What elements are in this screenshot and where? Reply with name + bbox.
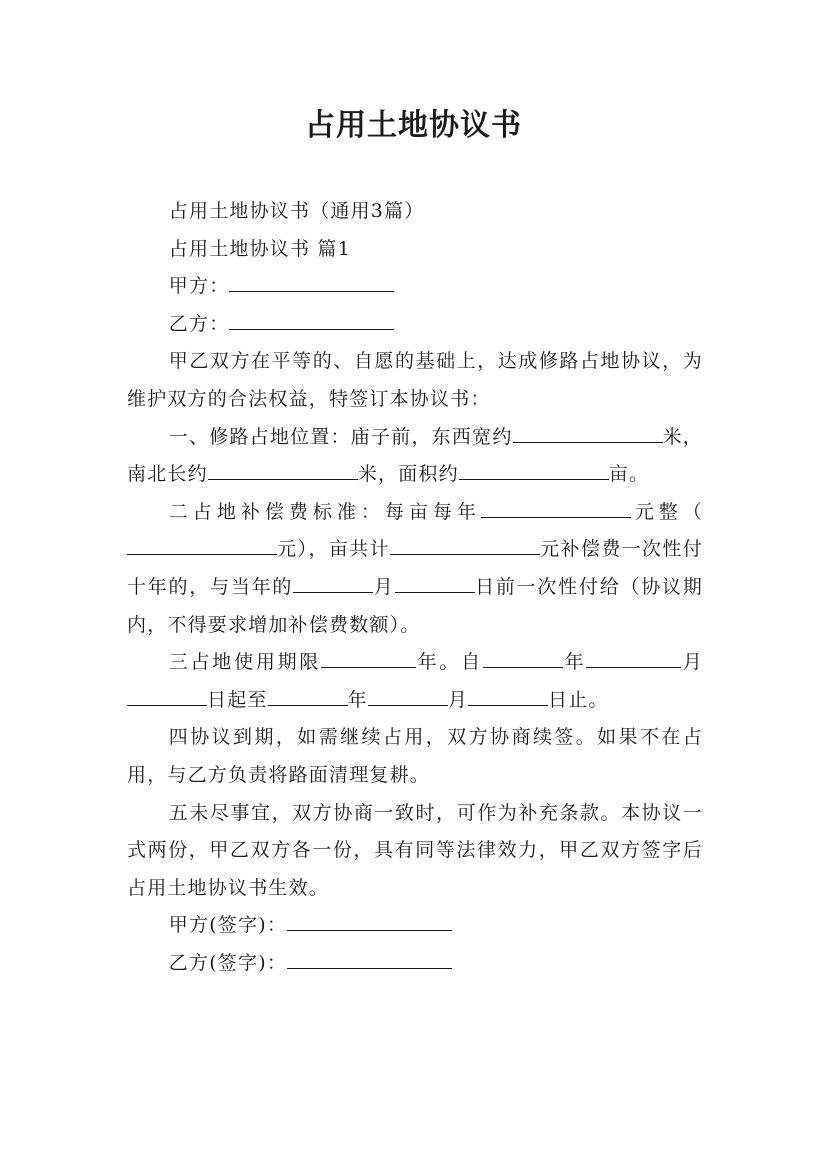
start-year-blank [483,647,563,668]
clause-3-text-a: 三占地使用期限 [168,651,322,674]
party-a-label: 甲方： [168,275,230,298]
intro-paragraph: 甲乙双方在平等的、自愿的基础上，达成修路占地协议，为维护双方的合法权益，特签订本协议书： [127,350,703,410]
signature-a-label: 甲方(签字)： [168,914,288,937]
party-a-line [127,268,703,306]
clause-2-text-a: 二占地补偿费标准：每亩每年 [168,500,481,523]
clause-1-text-d: 亩。 [608,463,650,486]
clause-2-text-b: 元整（ [630,500,703,523]
party-b-label: 乙方： [168,312,230,335]
clause-5: 五未尽事宜，双方协商一致时，可作为补充条款。本协议一式两份，甲乙双方各一份，具有同等法律效力，甲乙双方签字后占用土地协议书生效。 [127,801,703,899]
clause-3-text-g: 月 [447,688,469,711]
clause-1-text-c: 米，面积约 [357,463,459,486]
clause-1-text-a: 一、修路占地位置：庙子前，东西宽约 [168,425,513,448]
start-month-blank [586,647,681,668]
start-day-blank [127,685,207,706]
clause-3-text-e: 日起至 [207,688,268,711]
clause-2-text-c: 元），亩共计 [277,538,390,561]
area-blank [459,459,609,480]
clause-2-text-f: 日前一次性付给（协议期内，不得要求增加补偿费数额）。 [127,575,703,636]
signature-a-line [127,907,703,945]
end-day-blank [468,685,548,706]
document-title: 占用土地协议书 [305,108,522,143]
pay-day-blank [395,572,475,593]
subtitle: 占用土地协议书（通用3篇） [168,200,425,222]
clause-3-text-f: 年 [347,688,368,711]
total-blank [390,534,540,555]
party-b-blank [229,309,394,330]
rate-blank [481,497,631,518]
clause-2 [127,494,703,644]
signature-b-line [127,945,703,983]
party-b-line [127,306,703,344]
clause-3-text-d: 月 [681,651,703,674]
document-body [127,193,703,982]
clause-4: 四协议到期，如需继续占用，双方协商续签。如果不在占用，与乙方负责将路面清理复耕。 [127,726,703,786]
signature-b-label: 乙方(签字)： [168,951,288,974]
length-blank [208,459,358,480]
pay-month-blank [293,572,373,593]
clause-3-text-b: 年。自 [416,651,483,674]
width-blank [513,422,663,443]
party-a-blank [229,271,394,292]
signature-a-blank [287,910,452,931]
clause-2-text-e: 月 [373,575,395,598]
term-years-blank [321,647,416,668]
clause-2-text-d: 元补偿费一次性付十年的，与当年的 [127,538,704,598]
section-heading: 占用土地协议书 篇1 [168,237,351,260]
end-month-blank [368,685,448,706]
signature-b-blank [287,948,452,969]
clause-1-text-b: 米，南北长约 [127,425,704,486]
clause-1 [127,419,703,494]
clause-3-text-c: 年 [562,651,587,674]
clause-3-text-h: 日止。 [548,688,609,711]
rate-uppercase-blank [127,534,277,555]
end-year-blank [268,685,348,706]
clause-3 [127,644,703,719]
